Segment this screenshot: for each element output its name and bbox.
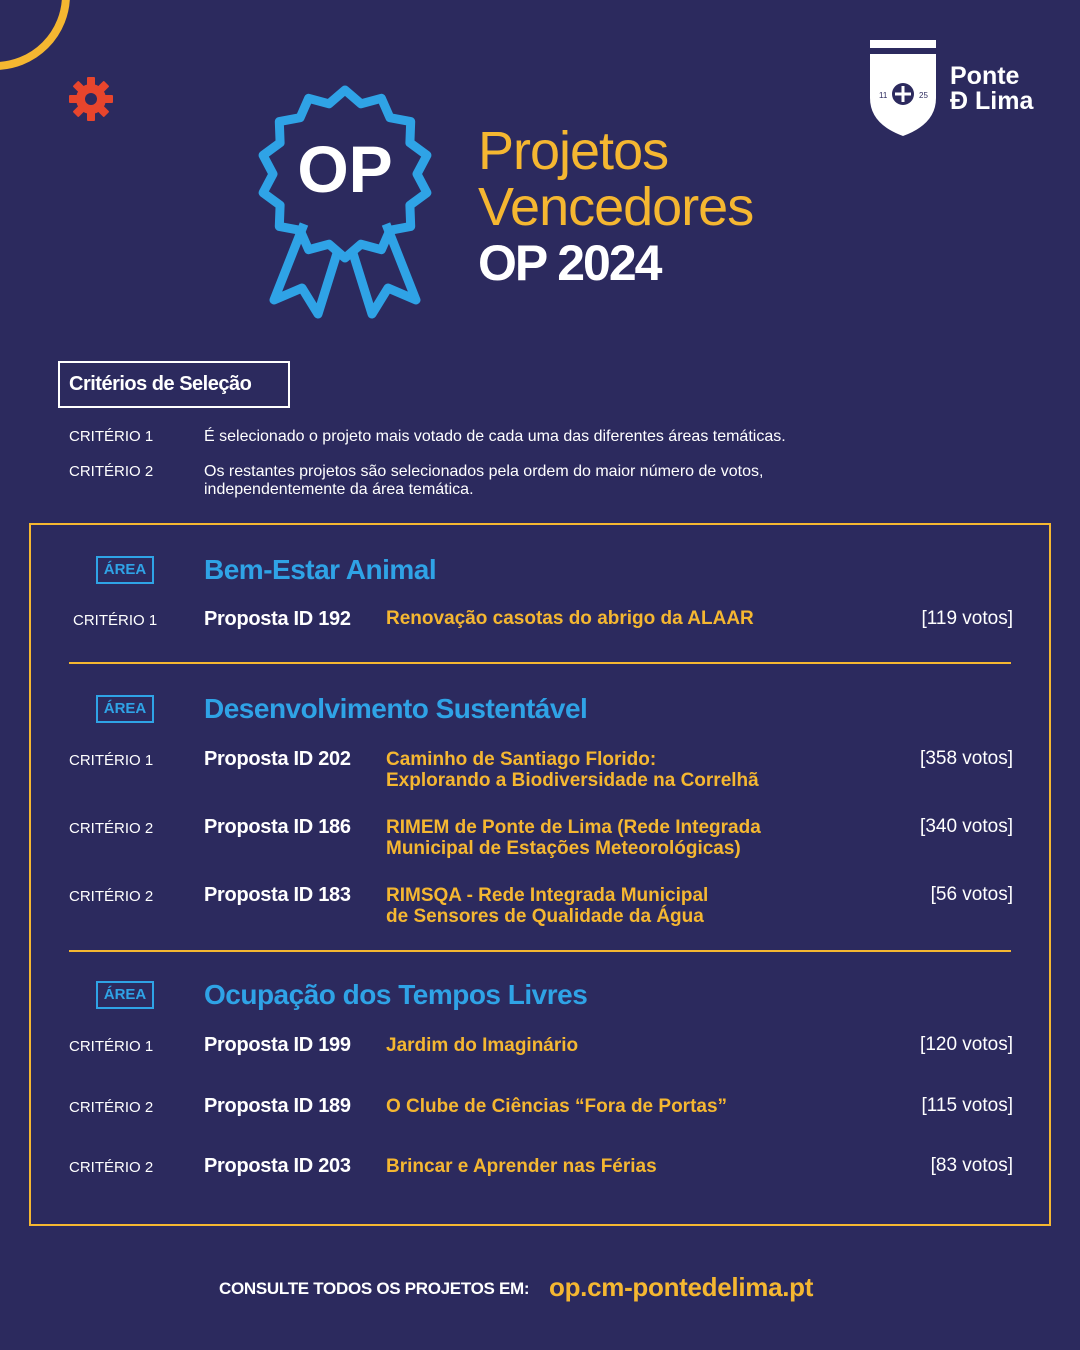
gear-icon xyxy=(68,76,114,122)
corner-arc-decoration xyxy=(0,0,70,70)
logo-text-line-2: Đ Lima xyxy=(950,87,1034,115)
area-title: Desenvolvimento Sustentável xyxy=(204,693,588,724)
title-line-3: OP 2024 xyxy=(478,235,661,291)
award-badge-icon xyxy=(252,74,438,322)
row-project-name-line-1: RIMSQA - Rede Integrada Municipal xyxy=(386,885,709,906)
row-proposal-id: Proposta ID 189 xyxy=(204,1095,351,1117)
row-votes: [83 votos] xyxy=(930,1155,1013,1176)
row-proposal-id: Proposta ID 202 xyxy=(204,748,351,770)
row-project-name: Renovação casotas do abrigo da ALAAR xyxy=(386,608,754,629)
row-project-name-line-2: Municipal de Estações Meteorológicas) xyxy=(386,838,741,859)
badge-text: OP xyxy=(297,132,393,206)
divider xyxy=(69,950,1011,952)
criteria-text-2-line-1: Os restantes projetos são selecionados pela ordem do maior número de votos, xyxy=(204,463,764,480)
row-proposal-id: Proposta ID 199 xyxy=(204,1034,351,1056)
row-votes: [358 votos] xyxy=(920,748,1013,769)
row-proposal-id: Proposta ID 183 xyxy=(204,884,351,906)
area-tag: ÁREA xyxy=(96,981,154,1009)
divider xyxy=(69,662,1011,664)
row-proposal-id: Proposta ID 192 xyxy=(204,608,351,630)
row-proposal-id: Proposta ID 186 xyxy=(204,816,351,838)
title-line-1: Projetos xyxy=(478,121,669,181)
row-criterion: CRITÉRIO 2 xyxy=(69,888,154,905)
row-project-name: Jardim do Imaginário xyxy=(386,1035,579,1056)
row-votes: [56 votos] xyxy=(930,884,1013,905)
row-votes: [340 votos] xyxy=(920,816,1013,837)
row-criterion: CRITÉRIO 1 xyxy=(69,1038,154,1055)
row-votes: [120 votos] xyxy=(920,1034,1013,1055)
row-votes: [119 votos] xyxy=(921,608,1013,629)
footer-website-link[interactable]: op.cm-pontedelima.pt xyxy=(549,1272,814,1302)
svg-text:25: 25 xyxy=(919,91,928,100)
criteria-heading: Critérios de Seleção xyxy=(58,361,290,408)
criteria-text-1: É selecionado o projeto mais votado de cada uma das diferentes áreas temáticas. xyxy=(204,428,786,445)
row-criterion: CRITÉRIO 1 xyxy=(73,612,158,629)
row-project-name-line-2: de Sensores de Qualidade da Água xyxy=(386,906,704,927)
row-project-name-line-1: RIMEM de Ponte de Lima (Rede Integrada xyxy=(386,817,761,838)
row-proposal-id: Proposta ID 203 xyxy=(204,1155,351,1177)
row-project-name: Brincar e Aprender nas Férias xyxy=(386,1156,657,1177)
title-line-2: Vencedores xyxy=(478,177,754,237)
criteria-label-2: CRITÉRIO 2 xyxy=(69,463,154,480)
row-criterion: CRITÉRIO 2 xyxy=(69,1159,154,1176)
logo-text-line-1: Ponte xyxy=(950,62,1020,90)
criteria-text-2-line-2: independentemente da área temática. xyxy=(204,481,474,498)
row-criterion: CRITÉRIO 2 xyxy=(69,820,154,837)
row-project-name-line-2: Explorando a Biodiversidade na Correlhã xyxy=(386,770,759,791)
area-title: Ocupação dos Tempos Livres xyxy=(204,979,588,1010)
row-project-name-line-1: Caminho de Santiago Florido: xyxy=(386,749,657,770)
criteria-label-1: CRITÉRIO 1 xyxy=(69,428,154,445)
area-title: Bem-Estar Animal xyxy=(204,554,437,585)
area-tag: ÁREA xyxy=(96,556,154,584)
area-tag: ÁREA xyxy=(96,695,154,723)
ponte-de-lima-shield-logo xyxy=(868,40,938,136)
footer-label: CONSULTE TODOS OS PROJETOS EM: xyxy=(219,1279,530,1298)
svg-text:11: 11 xyxy=(879,91,888,100)
row-votes: [115 votos] xyxy=(921,1095,1013,1116)
row-criterion: CRITÉRIO 2 xyxy=(69,1099,154,1116)
row-criterion: CRITÉRIO 1 xyxy=(69,752,154,769)
row-project-name: O Clube de Ciências “Fora de Portas” xyxy=(386,1096,728,1117)
